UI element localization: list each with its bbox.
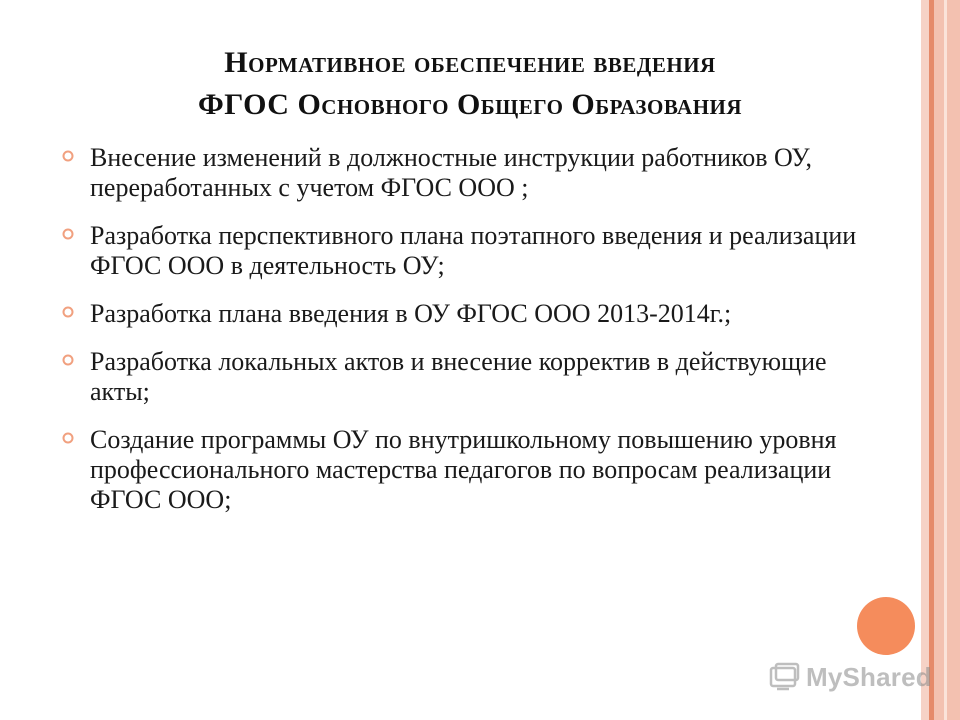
- right-border-stripe-1: [921, 0, 929, 720]
- circle-bullet-icon: [62, 150, 74, 162]
- circle-bullet-icon: [62, 228, 74, 240]
- right-border-stripe-4: [944, 0, 947, 720]
- watermark-text: MyShared: [806, 661, 932, 692]
- circle-bullet-icon: [62, 432, 74, 444]
- list-item-text: Создание программы ОУ по внутришкольному повышению уровня профессионального мастерства педагогов по вопросам реализации ФГОС ООО;: [90, 425, 837, 514]
- right-border-stripe-3: [934, 0, 960, 720]
- circle-bullet-icon: [62, 354, 74, 366]
- bullet-list: [62, 143, 862, 533]
- list-item: [62, 299, 862, 329]
- slide-title-line-2: ФГОС Основного Общего Образования: [197, 88, 743, 121]
- list-item-text: Разработка плана введения в ОУ ФГОС ООО 2013-2014г.;: [90, 299, 732, 328]
- decorative-orange-circle: [857, 597, 915, 655]
- circle-bullet-icon: [62, 306, 74, 318]
- list-item: [62, 425, 862, 515]
- list-item: [62, 221, 862, 281]
- list-item-text: Разработка локальных актов и внесение корректив в действующие акты;: [90, 347, 827, 406]
- slide-title-line-1: Нормативное обеспечение введения: [224, 46, 716, 79]
- list-item: [62, 143, 862, 203]
- list-item-text: Разработка перспективного плана поэтапного введения и реализации ФГОС ООО в деятельность ОУ;: [90, 221, 857, 280]
- slide-title: [40, 42, 900, 126]
- myshared-logo-icon: [768, 662, 802, 692]
- watermark: [768, 657, 932, 697]
- list-item-text: Внесение изменений в должностные инструкции работников ОУ, переработанных с учетом ФГОС ООО ;: [90, 143, 812, 202]
- list-item: [62, 347, 862, 407]
